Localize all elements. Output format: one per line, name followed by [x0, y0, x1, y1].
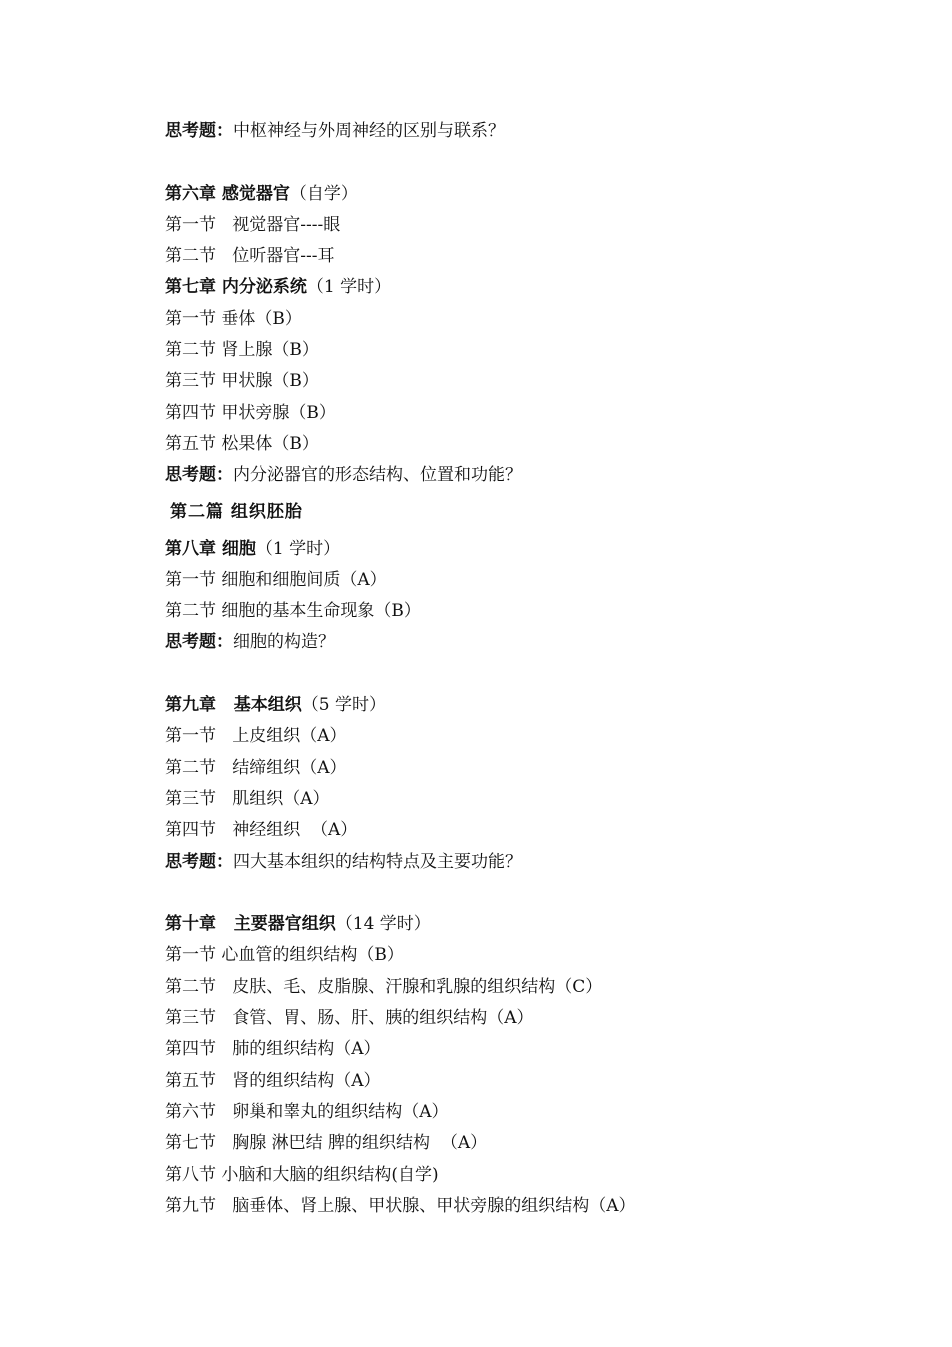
chapter-title: 第六章 感觉器官 — [165, 183, 290, 204]
chapter-7-heading — [165, 272, 885, 303]
question-label: 思考题： — [165, 121, 233, 141]
part-2-heading: 第二篇 组织胚胎 — [170, 501, 303, 522]
chapter-title: 第七章 内分泌系统 — [165, 277, 307, 298]
blank-line — [165, 659, 885, 690]
question-text: 细胞的构造？ — [233, 632, 335, 653]
section-line: 第六节 卵巢和睾丸的组织结构（A） — [165, 1101, 449, 1122]
question-label: 思考题： — [165, 632, 233, 653]
chapter-note: （5 学时） — [301, 695, 386, 716]
chapter-note: （14 学时） — [335, 914, 431, 935]
chapter-note: （自学） — [289, 183, 358, 204]
question-text: 中枢神经与外周神经的区别与联系？ — [233, 121, 505, 141]
chapter-6-heading — [165, 179, 885, 210]
section-line: 第三节 食管、胃、肠、肝、胰的组织结构（A） — [165, 1008, 534, 1029]
blank-line — [165, 878, 885, 909]
chapter-9-heading — [165, 690, 885, 721]
chapter-title: 第八章 细胞 — [165, 538, 256, 559]
section-line: 第八节 小脑和大脑的组织结构(自学) — [165, 1164, 439, 1185]
section-line: 第三节 肌组织（A） — [165, 788, 330, 809]
question-ch5 — [165, 116, 885, 147]
section-line: 第一节 心血管的组织结构（B） — [165, 945, 404, 966]
question-ch7 — [165, 460, 885, 491]
question-label: 思考题： — [165, 851, 233, 872]
chapter-note: （1 学时） — [306, 277, 392, 298]
section-line: 第一节 垂体（B） — [165, 308, 302, 329]
section-line: 第二节 结缔组织（A） — [165, 757, 347, 778]
section-line: 第一节 视觉器官----眼 — [165, 214, 341, 235]
chapter-title: 第十章 主要器官组织 — [165, 914, 336, 935]
chapter-10-heading — [165, 909, 885, 940]
section-line: 第七节 胸腺 淋巴结 脾的组织结构 （A） — [165, 1133, 488, 1154]
section-line: 第五节 肾的组织结构（A） — [165, 1070, 381, 1091]
question-label: 思考题： — [165, 465, 233, 486]
blank-line — [165, 147, 885, 178]
section-line: 第一节 细胞和细胞间质（A） — [165, 569, 387, 590]
document-page — [165, 116, 885, 1222]
section-line: 第二节 肾上腺（B） — [165, 340, 319, 361]
chapter-title: 第九章 基本组织 — [165, 695, 302, 716]
section-line: 第二节 位听器官---耳 — [165, 246, 335, 267]
question-text: 内分泌器官的形态结构、位置和功能？ — [233, 465, 522, 486]
section-line: 第九节 脑垂体、肾上腺、甲状腺、甲状旁腺的组织结构（A） — [165, 1195, 636, 1216]
section-line: 第五节 松果体（B） — [165, 433, 319, 454]
section-line: 第一节 上皮组织（A） — [165, 726, 347, 747]
question-ch9 — [165, 847, 885, 878]
question-text: 四大基本组织的结构特点及主要功能？ — [233, 851, 522, 872]
chapter-8-heading — [165, 534, 885, 565]
question-ch8 — [165, 627, 885, 658]
section-line: 第四节 神经组织 （A） — [165, 820, 358, 841]
chapter-note: （1 学时） — [255, 538, 341, 559]
section-line: 第二节 细胞的基本生命现象（B） — [165, 601, 421, 622]
section-line: 第四节 甲状旁腺（B） — [165, 402, 336, 423]
section-line: 第四节 肺的组织结构（A） — [165, 1039, 381, 1060]
section-line: 第二节 皮肤、毛、皮脂腺、汗腺和乳腺的组织结构（C） — [165, 976, 603, 997]
section-line: 第三节 甲状腺（B） — [165, 371, 319, 392]
